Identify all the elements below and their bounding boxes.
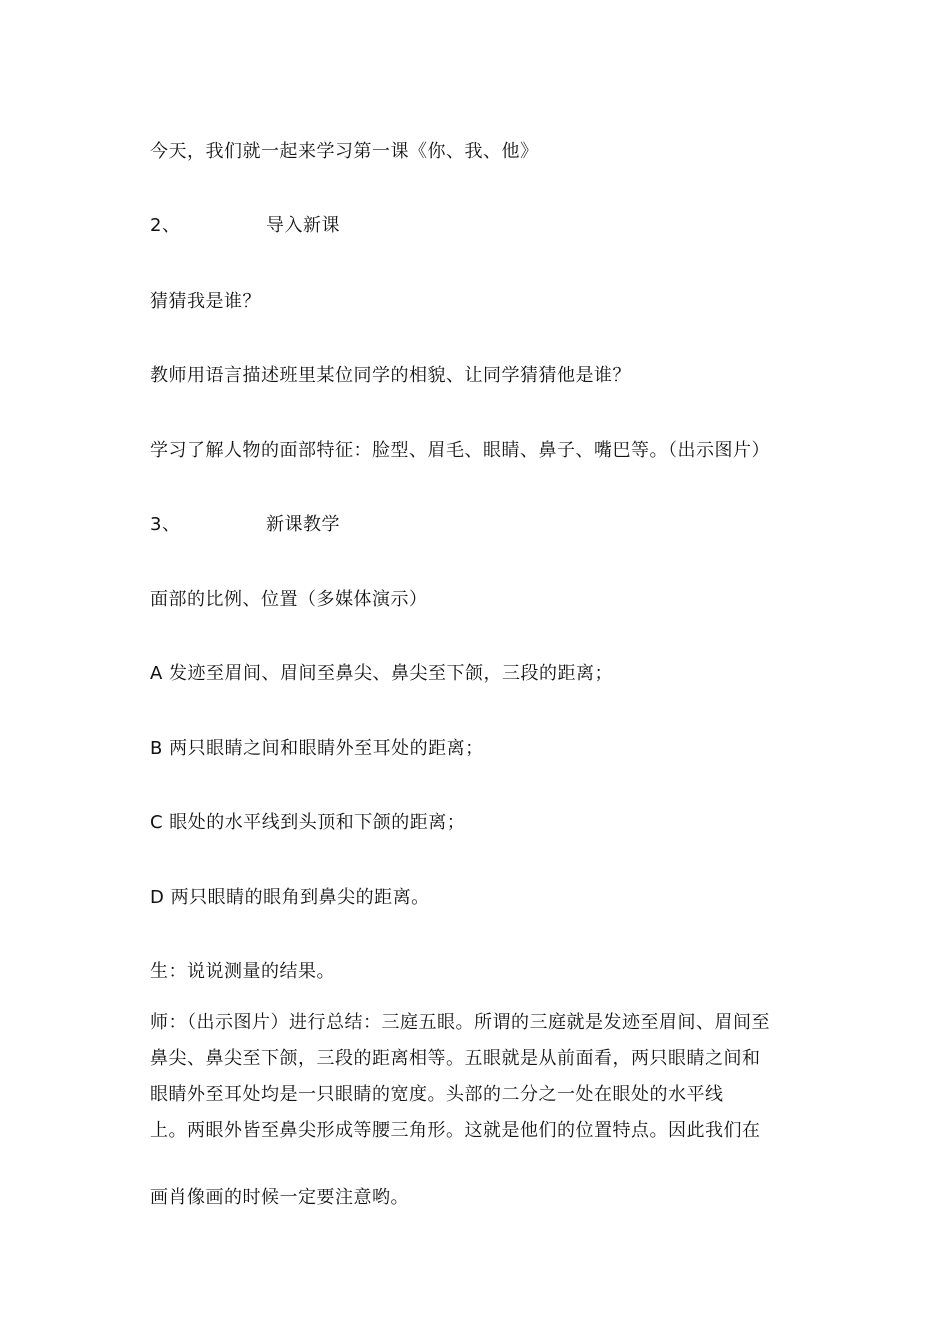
- summary-line-5: 画肖像画的时候一定要注意哟。: [150, 1187, 409, 1208]
- teacher-summary-paragraph: [150, 1005, 810, 1149]
- section-2-heading: [150, 214, 340, 238]
- proportions-line: 面部的比例、位置（多媒体演示）: [150, 589, 428, 610]
- item-d-line: D 两只眼睛的眼角到鼻尖的距离。: [150, 887, 430, 908]
- guess-line: 猜猜我是谁？: [150, 291, 261, 312]
- summary-line-2: 鼻尖、鼻尖至下颌，三段的距离相等。五眼就是从前面看，两只眼睛之间和: [150, 1048, 761, 1069]
- summary-line-4: 上。两眼外皆至鼻尖形成等腰三角形。这就是他们的位置特点。因此我们在: [150, 1120, 761, 1141]
- section-3-heading: [150, 513, 340, 537]
- summary-line-3: 眼睛外至耳处均是一只眼睛的宽度。头部的二分之一处在眼处的水平线: [150, 1084, 724, 1105]
- summary-line-1: 师：（出示图片）进行总结：三庭五眼。所谓的三庭就是发迹至眉间、眉间至: [150, 1012, 770, 1033]
- section-3-number: 3、: [150, 514, 181, 535]
- section-3-title: 新课教学: [266, 514, 340, 535]
- facial-features-line: 学习了解人物的面部特征：脸型、眉毛、眼睛、鼻子、嘴巴等。（出示图片）: [150, 440, 770, 461]
- item-b-line: B 两只眼睛之间和眼睛外至耳处的距离；: [150, 738, 484, 759]
- item-a-line: A 发迹至眉间、眉间至鼻尖、鼻尖至下颌，三段的距离；: [150, 663, 614, 684]
- teacher-description-line: 教师用语言描述班里某位同学的相貌、让同学猜猜他是谁？: [150, 365, 631, 386]
- section-2-title: 导入新课: [266, 215, 340, 236]
- student-line: 生：说说测量的结果。: [150, 961, 335, 982]
- section-2-number: 2、: [150, 215, 181, 236]
- intro-line: 今天，我们就一起来学习第一课《你、我、他》: [150, 141, 539, 162]
- item-c-line: C 眼处的水平线到头顶和下颌的距离；: [150, 812, 466, 833]
